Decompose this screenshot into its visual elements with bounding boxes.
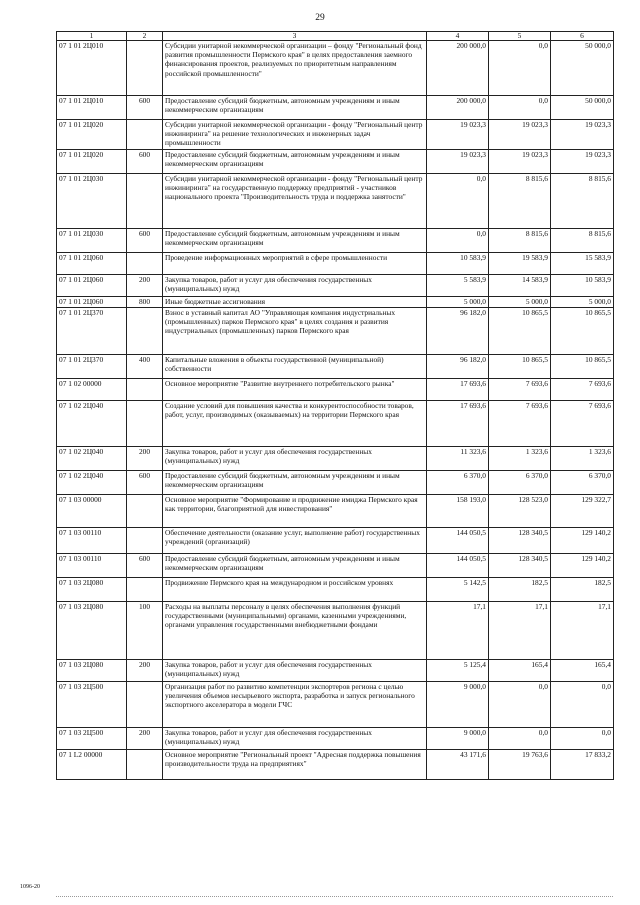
cell-amount-col5: 10 865,5	[489, 308, 551, 355]
cell-expense-type: 600	[127, 471, 163, 495]
cell-amount-col5: 19 023,3	[489, 150, 551, 174]
cell-code: 07 1 02 2Ц040	[57, 401, 127, 447]
cell-expense-type	[127, 528, 163, 554]
cell-expense-type: 200	[127, 660, 163, 682]
cell-name: Основное мероприятие "Региональный проект "Адресная поддержка повышения производительности труда на предприятиях"	[163, 750, 427, 780]
cell-amount-col6: 7 693,6	[551, 379, 614, 401]
bottom-rule	[56, 896, 613, 897]
cell-amount-col6: 17 833,2	[551, 750, 614, 780]
cell-code: 07 1 03 00110	[57, 528, 127, 554]
cell-code: 07 1 03 2Ц500	[57, 728, 127, 750]
cell-amount-col4: 0,0	[427, 229, 489, 253]
cell-amount-col5: 14 583,9	[489, 275, 551, 297]
cell-name: Закупка товаров, работ и услуг для обеспечения государственных (муниципальных) нужд	[163, 275, 427, 297]
cell-name: Субсидии унитарной некоммерческой организации – фонду "Региональный фонд развития промышленности Пермского края" в целях предоставления заемного финансирования проектов, реализуемых по приоритетным направлениям российской промышленности"	[163, 41, 427, 96]
cell-amount-col6: 10 865,5	[551, 355, 614, 379]
cell-amount-col5: 128 340,5	[489, 528, 551, 554]
cell-expense-type	[127, 401, 163, 447]
cell-name: Предоставление субсидий бюджетным, автономным учреждениям и иным некоммерческим организациям	[163, 229, 427, 253]
cell-amount-col4: 144 050,5	[427, 528, 489, 554]
cell-expense-type: 200	[127, 275, 163, 297]
cell-amount-col4: 5 125,4	[427, 660, 489, 682]
cell-name: Предоставление субсидий бюджетным, автономным учреждениям и иным некоммерческим организациям	[163, 471, 427, 495]
header-row	[57, 32, 614, 41]
table-row	[57, 447, 614, 471]
cell-code: 07 1 03 00000	[57, 495, 127, 528]
cell-code: 07 1 01 2Ц060	[57, 253, 127, 275]
cell-name: Взнос в уставный капитал АО "Управляющая компания индустриальных (промышленных) парков Пермского края" в целях создания и развития индустриальных (промышленных) парков Пермского края	[163, 308, 427, 355]
table-row	[57, 578, 614, 602]
cell-expense-type	[127, 379, 163, 401]
cell-amount-col6: 17,1	[551, 602, 614, 660]
cell-code: 07 1 03 2Ц080	[57, 602, 127, 660]
table-row	[57, 528, 614, 554]
table-row	[57, 750, 614, 780]
cell-amount-col4: 200 000,0	[427, 96, 489, 120]
cell-amount-col4: 10 583,9	[427, 253, 489, 275]
cell-name: Капитальные вложения в объекты государственной (муниципальной) собственности	[163, 355, 427, 379]
cell-amount-col5: 19 583,9	[489, 253, 551, 275]
header-cell-6: 6	[551, 32, 614, 41]
cell-amount-col6: 19 023,3	[551, 150, 614, 174]
cell-amount-col6: 7 693,6	[551, 401, 614, 447]
cell-amount-col4: 17 693,6	[427, 379, 489, 401]
cell-amount-col6: 0,0	[551, 728, 614, 750]
table-row	[57, 355, 614, 379]
cell-amount-col5: 8 815,6	[489, 174, 551, 229]
cell-amount-col5: 0,0	[489, 41, 551, 96]
table-row	[57, 308, 614, 355]
cell-expense-type: 100	[127, 602, 163, 660]
table-row	[57, 96, 614, 120]
table-row	[57, 229, 614, 253]
cell-amount-col5: 0,0	[489, 96, 551, 120]
cell-expense-type	[127, 308, 163, 355]
cell-name: Создание условий для повышения качества и конкурентоспособности товаров, работ, услуг, производимых (оказываемых) на территории Пермского края	[163, 401, 427, 447]
cell-amount-col5: 8 815,6	[489, 229, 551, 253]
cell-amount-col5: 19 023,3	[489, 120, 551, 150]
cell-name: Проведение информационных мероприятий в сфере промышленности	[163, 253, 427, 275]
cell-code: 07 1 02 2Ц040	[57, 447, 127, 471]
table-row	[57, 554, 614, 578]
cell-amount-col4: 9 000,0	[427, 682, 489, 728]
cell-name: Предоставление субсидий бюджетным, автономным учреждениям и иным некоммерческим организациям	[163, 150, 427, 174]
cell-expense-type	[127, 682, 163, 728]
table-row	[57, 682, 614, 728]
table-row	[57, 495, 614, 528]
cell-name: Обеспечение деятельности (оказание услуг, выполнение работ) государственных учреждений (организаций)	[163, 528, 427, 554]
cell-name: Основное мероприятие "Формирование и продвижение имиджа Пермского края как территории, благоприятной для инвестирования"	[163, 495, 427, 528]
cell-code: 07 1 01 2Ц020	[57, 120, 127, 150]
cell-expense-type: 600	[127, 229, 163, 253]
cell-code: 07 1 03 2Ц080	[57, 660, 127, 682]
cell-expense-type: 200	[127, 447, 163, 471]
table-row	[57, 253, 614, 275]
header-cell-5: 5	[489, 32, 551, 41]
cell-name: Продвижение Пермского края на международном и российском уровнях	[163, 578, 427, 602]
cell-amount-col4: 5 142,5	[427, 578, 489, 602]
cell-expense-type	[127, 41, 163, 96]
cell-name: Основное мероприятие "Развитие внутреннего потребительского рынка"	[163, 379, 427, 401]
cell-expense-type	[127, 578, 163, 602]
cell-name: Субсидии унитарной некоммерческой организации - фонду "Региональный центр инжиниринга" на решение технологических и инженерных задач промышленности	[163, 120, 427, 150]
cell-code: 07 1 03 2Ц500	[57, 682, 127, 728]
cell-amount-col6: 50 000,0	[551, 41, 614, 96]
cell-code: 07 1 01 2Ц370	[57, 308, 127, 355]
cell-code: 07 1 01 2Ц370	[57, 355, 127, 379]
header-cell-2: 2	[127, 32, 163, 41]
table-row	[57, 660, 614, 682]
cell-name: Субсидии унитарной некоммерческой организации - фонду "Региональный центр инжиниринга" на государственную поддержку предприятий - участников национального проекта "Производительность труда и поддержка занятости"	[163, 174, 427, 229]
cell-expense-type: 200	[127, 728, 163, 750]
cell-amount-col6: 15 583,9	[551, 253, 614, 275]
cell-name: Иные бюджетные ассигнования	[163, 297, 427, 308]
header-cell-3: 3	[163, 32, 427, 41]
table-header	[57, 32, 614, 41]
cell-code: 07 1 03 2Ц080	[57, 578, 127, 602]
cell-amount-col5: 7 693,6	[489, 401, 551, 447]
cell-amount-col5: 0,0	[489, 682, 551, 728]
cell-expense-type: 600	[127, 150, 163, 174]
cell-amount-col4: 158 193,0	[427, 495, 489, 528]
cell-code: 07 1 01 2Ц060	[57, 297, 127, 308]
cell-expense-type: 400	[127, 355, 163, 379]
cell-name: Закупка товаров, работ и услуг для обеспечения государственных (муниципальных) нужд	[163, 447, 427, 471]
cell-code: 07 1 02 2Ц040	[57, 471, 127, 495]
cell-amount-col4: 5 000,0	[427, 297, 489, 308]
cell-amount-col4: 144 050,5	[427, 554, 489, 578]
cell-amount-col6: 129 140,2	[551, 554, 614, 578]
cell-code: 07 1 01 2Ц020	[57, 150, 127, 174]
cell-amount-col5: 128 523,0	[489, 495, 551, 528]
cell-amount-col4: 6 370,0	[427, 471, 489, 495]
table-row	[57, 728, 614, 750]
cell-code: 07 1 01 2Ц010	[57, 41, 127, 96]
table-row	[57, 120, 614, 150]
cell-code: 07 1 L2 00000	[57, 750, 127, 780]
cell-code: 07 1 01 2Ц030	[57, 174, 127, 229]
cell-amount-col5: 128 340,5	[489, 554, 551, 578]
cell-amount-col5: 10 865,5	[489, 355, 551, 379]
table-row	[57, 297, 614, 308]
cell-amount-col5: 19 763,6	[489, 750, 551, 780]
cell-expense-type	[127, 120, 163, 150]
cell-name: Закупка товаров, работ и услуг для обеспечения государственных (муниципальных) нужд	[163, 660, 427, 682]
cell-amount-col6: 129 322,7	[551, 495, 614, 528]
cell-amount-col4: 9 000,0	[427, 728, 489, 750]
cell-amount-col6: 19 023,3	[551, 120, 614, 150]
cell-code: 07 1 02 00000	[57, 379, 127, 401]
cell-expense-type: 800	[127, 297, 163, 308]
cell-amount-col4: 17,1	[427, 602, 489, 660]
cell-expense-type: 600	[127, 554, 163, 578]
cell-amount-col6: 8 815,6	[551, 174, 614, 229]
cell-amount-col4: 17 693,6	[427, 401, 489, 447]
cell-amount-col4: 11 323,6	[427, 447, 489, 471]
cell-expense-type: 600	[127, 96, 163, 120]
table-row	[57, 379, 614, 401]
table-row	[57, 174, 614, 229]
cell-amount-col4: 200 000,0	[427, 41, 489, 96]
cell-expense-type	[127, 253, 163, 275]
cell-amount-col5: 6 370,0	[489, 471, 551, 495]
cell-amount-col4: 0,0	[427, 174, 489, 229]
cell-amount-col5: 5 000,0	[489, 297, 551, 308]
header-cell-1: 1	[57, 32, 127, 41]
cell-name: Предоставление субсидий бюджетным, автономным учреждениям и иным некоммерческим организациям	[163, 554, 427, 578]
cell-amount-col6: 8 815,6	[551, 229, 614, 253]
cell-amount-col6: 182,5	[551, 578, 614, 602]
cell-amount-col4: 96 182,0	[427, 355, 489, 379]
cell-amount-col6: 0,0	[551, 682, 614, 728]
cell-expense-type	[127, 174, 163, 229]
cell-amount-col4: 43 171,6	[427, 750, 489, 780]
cell-amount-col5: 7 693,6	[489, 379, 551, 401]
cell-amount-col4: 96 182,0	[427, 308, 489, 355]
table-row	[57, 275, 614, 297]
cell-amount-col6: 5 000,0	[551, 297, 614, 308]
cell-name: Организация работ по развитию компетенции экспортеров региона с целью увеличения объемов несырьевого экспорта, разработка и запуск регионального экспортного акселератора в модели ГЧС	[163, 682, 427, 728]
footer-document-code: 1096-20	[20, 884, 40, 890]
cell-amount-col5: 165,4	[489, 660, 551, 682]
cell-amount-col5: 17,1	[489, 602, 551, 660]
cell-amount-col5: 0,0	[489, 728, 551, 750]
cell-code: 07 1 01 2Ц030	[57, 229, 127, 253]
cell-amount-col6: 129 140,2	[551, 528, 614, 554]
cell-code: 07 1 01 2Ц060	[57, 275, 127, 297]
cell-amount-col5: 182,5	[489, 578, 551, 602]
cell-expense-type	[127, 750, 163, 780]
table-row	[57, 471, 614, 495]
cell-code: 07 1 01 2Ц010	[57, 96, 127, 120]
table-row	[57, 401, 614, 447]
cell-name: Предоставление субсидий бюджетным, автономным учреждениям и иным некоммерческим организациям	[163, 96, 427, 120]
cell-amount-col4: 19 023,3	[427, 120, 489, 150]
cell-amount-col6: 10 865,5	[551, 308, 614, 355]
cell-code: 07 1 03 00110	[57, 554, 127, 578]
cell-amount-col6: 6 370,0	[551, 471, 614, 495]
budget-table	[56, 31, 614, 780]
table-row	[57, 602, 614, 660]
table-row	[57, 41, 614, 96]
table-row	[57, 150, 614, 174]
cell-amount-col4: 19 023,3	[427, 150, 489, 174]
cell-amount-col6: 1 323,6	[551, 447, 614, 471]
header-cell-4: 4	[427, 32, 489, 41]
page-number: 29	[315, 13, 325, 23]
cell-name: Расходы на выплаты персоналу в целях обеспечения выполнения функций государственными (муниципальными) органами, казенными учреждениями, органами управления государственными внебюджетными фондами	[163, 602, 427, 660]
cell-amount-col5: 1 323,6	[489, 447, 551, 471]
cell-expense-type	[127, 495, 163, 528]
table-body	[57, 41, 614, 780]
cell-amount-col6: 50 000,0	[551, 96, 614, 120]
cell-amount-col6: 165,4	[551, 660, 614, 682]
cell-amount-col4: 5 583,9	[427, 275, 489, 297]
cell-name: Закупка товаров, работ и услуг для обеспечения государственных (муниципальных) нужд	[163, 728, 427, 750]
cell-amount-col6: 10 583,9	[551, 275, 614, 297]
